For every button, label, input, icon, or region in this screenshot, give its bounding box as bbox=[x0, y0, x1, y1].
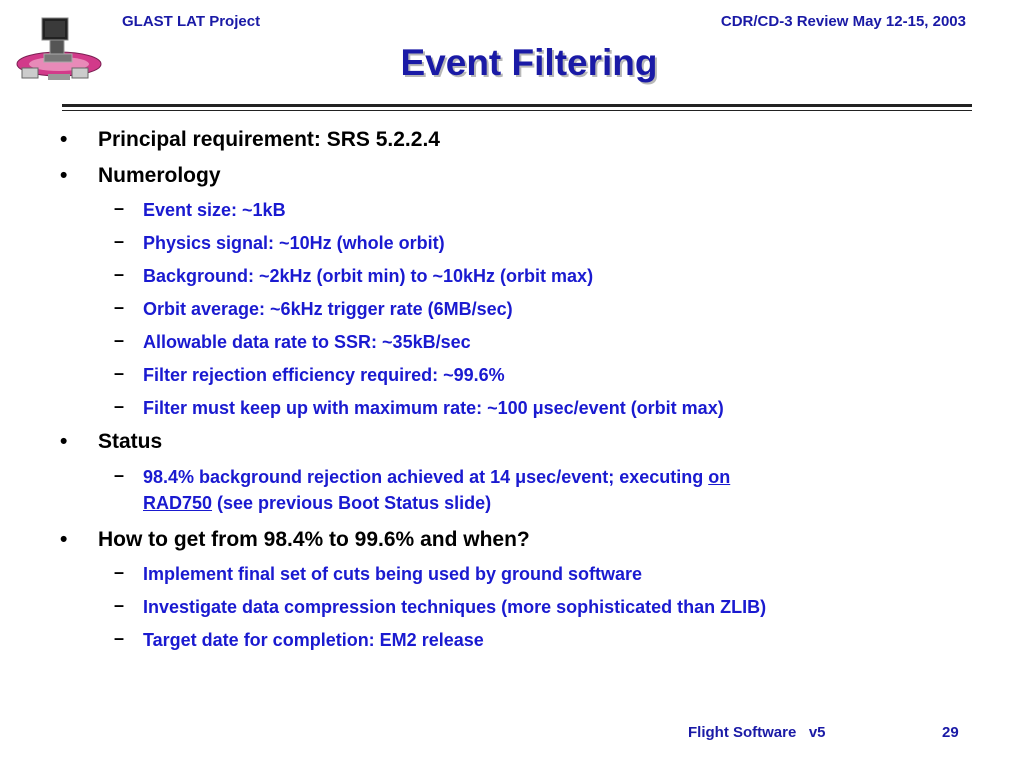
dash-marker: – bbox=[114, 465, 125, 485]
sub-item-status bbox=[143, 465, 730, 490]
slide-title: Event Filtering bbox=[400, 42, 658, 83]
dash-marker: – bbox=[114, 231, 125, 251]
status-text-cont: (see previous Boot Status slide) bbox=[212, 493, 492, 513]
sub-item: Physics signal: ~10Hz (whole orbit) bbox=[143, 233, 445, 253]
sub-item: Orbit average: ~6kHz trigger rate (6MB/sec) bbox=[143, 299, 513, 319]
sub-item: Event size: ~1kB bbox=[143, 200, 286, 220]
bullet-principal-requirement: Principal requirement: SRS 5.2.2.4 bbox=[98, 128, 440, 151]
footer-label: Flight Software v5 bbox=[688, 724, 826, 741]
sub-item: Target date for completion: EM2 release bbox=[143, 630, 484, 650]
sub-item: Background: ~2kHz (orbit min) to ~10kHz (orbit max) bbox=[143, 266, 594, 286]
bullet-status: Status bbox=[98, 430, 163, 453]
sub-item: Filter rejection efficiency required: ~99.6% bbox=[143, 365, 505, 385]
header-project: GLAST LAT Project bbox=[122, 13, 261, 30]
dash-marker: – bbox=[114, 628, 125, 648]
sub-item: Filter must keep up with maximum rate: ~100 μsec/event (orbit max) bbox=[143, 398, 724, 418]
header-review: CDR/CD-3 Review May 12-15, 2003 bbox=[720, 13, 966, 30]
dash-marker: – bbox=[114, 297, 125, 317]
dash-marker: – bbox=[114, 562, 125, 582]
bullet-numerology: Numerology bbox=[98, 164, 221, 187]
dash-marker: – bbox=[114, 595, 125, 615]
dash-marker: – bbox=[114, 396, 125, 416]
dash-marker: – bbox=[114, 330, 125, 350]
sub-item: Investigate data compression techniques (more sophisticated than ZLIB) bbox=[143, 597, 767, 617]
status-text: 98.4% background rejection achieved at 14 μsec/event; executing bbox=[143, 467, 709, 487]
status-link-rad750: RAD750 bbox=[143, 493, 213, 513]
bullet-marker: • bbox=[60, 128, 68, 151]
page-number: 29 bbox=[942, 724, 959, 741]
bullet-marker: • bbox=[60, 164, 68, 187]
sub-item-status-cont bbox=[143, 491, 491, 516]
sub-item: Allowable data rate to SSR: ~35kB/sec bbox=[143, 332, 471, 352]
bullet-marker: • bbox=[60, 430, 68, 453]
sub-item: Implement final set of cuts being used by ground software bbox=[143, 564, 643, 584]
status-link-on: on bbox=[708, 467, 731, 487]
dash-marker: – bbox=[114, 198, 125, 218]
bullet-how-to: How to get from 98.4% to 99.6% and when? bbox=[98, 528, 530, 551]
dash-marker: – bbox=[114, 264, 125, 284]
bullet-marker: • bbox=[60, 528, 68, 551]
dash-marker: – bbox=[114, 363, 125, 383]
